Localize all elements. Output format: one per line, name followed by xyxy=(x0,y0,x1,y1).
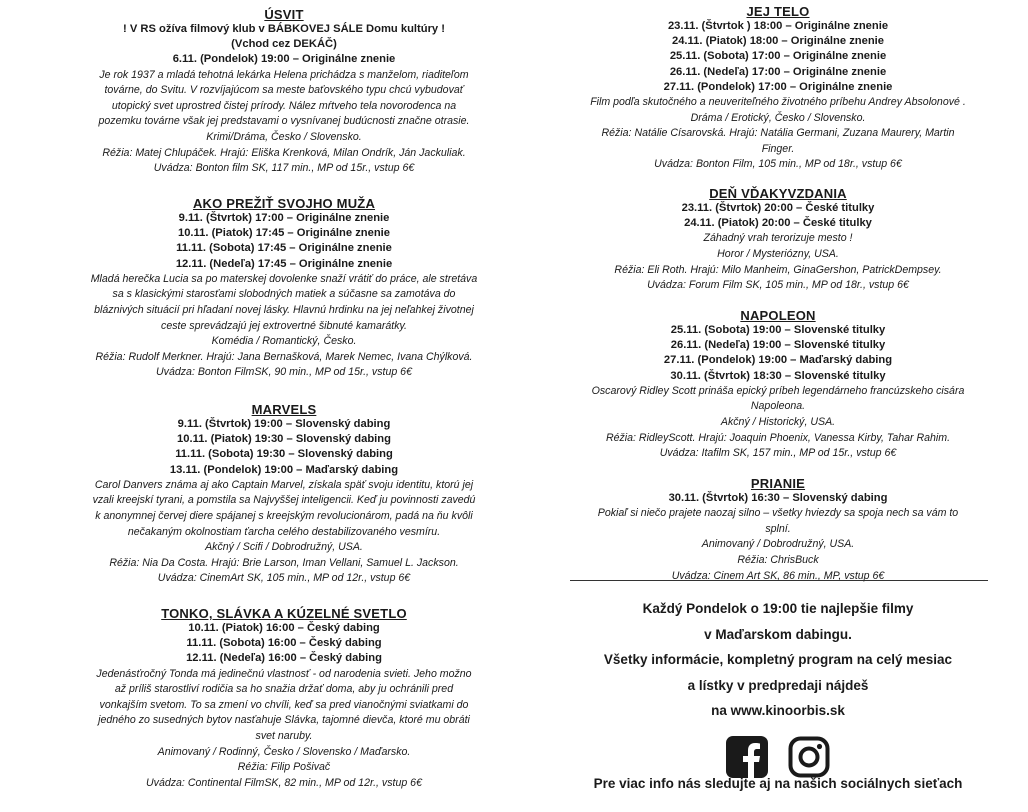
movie-block xyxy=(0,7,568,177)
movie-description-line: Réžia: Natálie Císarovská. Hrajú: Natália Germani, Zuzana Maurery, Martin xyxy=(601,127,955,140)
movie-description-line: Oscarový Ridley Scott prináša epický príbeh legendárneho francúzskeho cisára xyxy=(591,384,965,397)
movie-description-line: ceste sprevádzajú jej extrovertné šibnuté kamarátky. xyxy=(161,319,407,332)
movie-description-line: Réžia: Nia Da Costa. Hrajú: Brie Larson, Iman Vellani, Samuel L. Jackson. xyxy=(109,556,459,569)
movie-description-line: Réžia: ChrisBuck xyxy=(737,553,819,566)
promo-line: a lístky v predpredaji nájdeš xyxy=(687,677,869,693)
movie-description-line: Záhadný vrah terorizuje mesto ! xyxy=(703,232,853,245)
screening-time: 30.11. (Štvrtok) 16:30 – Slovenský dabing xyxy=(668,492,888,504)
movie-title: AKO PREŽIŤ SVOJHO MUŽA xyxy=(192,196,376,211)
movie-description-line: Réžia: Filip Pošivač xyxy=(237,761,331,774)
movie-title: ÚSVIT xyxy=(264,7,304,22)
screening-time: (Vchod cez DEKÁČ) xyxy=(231,38,337,51)
movie-description-line: bláznivých situácií pri hľadaní novej lásky. Hlavnú hrdinku na jej neľahkej životnej xyxy=(94,304,474,316)
screening-time: 9.11. (Štvrtok) 19:00 – Slovenský dabing xyxy=(177,418,391,430)
movie-description-line: Finger. xyxy=(761,142,795,155)
movie-block xyxy=(0,402,568,587)
screening-time: 23.11. (Štvrtok) 20:00 – České titulky xyxy=(681,202,875,214)
movie-block xyxy=(0,606,568,791)
movie-block xyxy=(568,476,988,584)
website-link[interactable]: na www.kinoorbis.sk xyxy=(711,703,845,718)
movie-description-line: Réžia: Eli Roth. Hrajú: Milo Manheim, GinaGershon, PatrickDempsey. xyxy=(614,263,942,276)
screening-time: 30.11. (Štvrtok) 18:30 – Slovenské titulky xyxy=(670,369,886,382)
movie-description-line: vzali kreejskí tyrani, a pomstila sa Najvyššej inteligencii. Keď ju povinnosti zavedú xyxy=(92,494,476,507)
movie-description-line: svet naruby. xyxy=(255,729,313,742)
screening-time: 26.11. (Nedeľa) 19:00 – Slovenské titulky xyxy=(670,339,886,352)
promo-line: Každý Pondelok o 19:00 tie najlepšie filmy xyxy=(642,601,914,616)
movie-description-line: Réžia: Matej Chlupáček. Hrajú: Eliška Krenková, Milan Ondrík, Ján Jackuliak. xyxy=(102,146,466,159)
screening-time: 27.11. (Pondelok) 19:00 – Maďarský dabing xyxy=(663,354,893,367)
screening-time: 24.11. (Piatok) 20:00 – České titulky xyxy=(684,217,872,230)
screening-time: 13.11. (Pondelok) 19:00 – Maďarský dabing xyxy=(169,463,399,476)
movie-description-line: Uvádza: Forum Film SK, 105 min., MP od 18r., vstup 6€ xyxy=(647,279,909,292)
screening-time: 12.11. (Nedeľa) 17:45 – Originálne znenie xyxy=(175,257,393,270)
movie-description-line: Carol Danvers známa aj ako Captain Marvel, získala späť svoju identitu, ktorú jej xyxy=(94,478,474,491)
screening-time: 10.11. (Piatok) 16:00 – Český dabing xyxy=(188,622,380,634)
movie-title: TONKO, SLÁVKA A KÚZELNÉ SVETLO xyxy=(161,606,407,621)
movie-description-line: vonkajším svetom. To sa zmení vo chvíli, keď sa pred vianočnými sviatkami do xyxy=(99,698,469,711)
movie-description-line: Film podľa skutočného a neuveriteľného životného príbehu Andrey Absolonové . xyxy=(590,96,966,109)
screening-time: 25.11. (Sobota) 19:00 – Slovenské titulky xyxy=(670,324,886,336)
movie-description-line: Pokiaľ si niečo prajete naozaj silno – všetky hviezdy sa spoja nech sa vám to splní. xyxy=(597,507,959,535)
movie-description-line: Napoleona. xyxy=(750,400,806,413)
screening-time: 9.11. (Štvrtok) 17:00 – Originálne znenie xyxy=(178,212,390,224)
social-links xyxy=(568,736,988,778)
screening-time: 25.11. (Sobota) 17:00 – Originálne znenie xyxy=(669,50,887,63)
screening-time: 26.11. (Nedeľa) 17:00 – Originálne znenie xyxy=(669,65,887,78)
movie-description-line: Je rok 1937 a mladá tehotná lekárka Helena prichádza s manželom, riaditeľom xyxy=(99,68,469,81)
divider xyxy=(570,580,988,581)
movie-description-line: Uvádza: Itafilm SK, 157 min., MP od 15r., vstup 6€ xyxy=(659,447,897,460)
movie-description-line: Réžia: Rudolf Merkner. Hrajú: Jana Bernašková, Marek Nemec, Ivana Chýlková. xyxy=(95,350,473,363)
movie-description-line: Mladá herečka Lucia sa po materskej dovolenke snaží vrátiť do práce, ale stretáva xyxy=(90,272,478,285)
screening-time: ! V RS ožíva filmový klub v BÁBKOVEJ SÁLE Domu kultúry ! xyxy=(122,23,445,35)
movie-description-line: Horor / Mysteriózny, USA. xyxy=(717,248,839,260)
instagram-icon[interactable] xyxy=(788,736,830,778)
screening-time: 11.11. (Sobota) 17:45 – Originálne znenie xyxy=(176,242,392,255)
movie-description-line: Uvádza: Cinem Art SK, 86 min., MP, vstup 6€ xyxy=(671,569,885,582)
movie-description-line: Uvádza: Continental FilmSK, 82 min., MP od 12r., vstup 6€ xyxy=(146,776,422,789)
facebook-icon[interactable] xyxy=(726,736,768,778)
movie-description-line: Animovaný / Rodinný, Česko / Slovensko / Maďarsko. xyxy=(157,745,411,758)
movie-description-line: Jedenásťročný Tonda má jedinečnú vlastnosť - od narodenia svieti. Jeho možno xyxy=(96,667,472,680)
movie-description-line: Uvádza: CinemArt SK, 105 min., MP od 12r., vstup 6€ xyxy=(157,572,411,585)
movie-description-line: Uvádza: Bonton FilmSK, 90 min., MP od 15r., vstup 6€ xyxy=(156,366,412,379)
movie-description-line: jedného zo susedných bytov nasťahuje Slávka, tajomné dievča, ktoré mu obráti xyxy=(98,714,470,727)
movie-description-line: až príliš starostliví rodičia sa ho snažia držať doma, aby ju ochránili pred xyxy=(114,683,454,696)
screening-time: 24.11. (Piatok) 18:00 – Originálne znenie xyxy=(671,35,885,48)
promo-line: v Maďarskom dabingu. xyxy=(704,626,852,642)
movie-description-line: Dráma / Erotický, Česko / Slovensko. xyxy=(690,111,866,124)
movie-description-line: Réžia: RidleyScott. Hrajú: Joaquin Phoenix, Vanessa Kirby, Tahar Rahim. xyxy=(605,431,951,444)
movie-title: PRIANIE xyxy=(750,476,806,491)
follow-text: Pre viac info nás sledujte aj na našich sociálnych sieťach xyxy=(593,776,963,791)
movie-description-line: nečakaným okolnostiam ťarcha celého destabilizovaného vesmíru. xyxy=(127,525,441,538)
movie-description-line: Komédia / Romantický, Česko. xyxy=(211,335,357,348)
movie-description-line: pozemku továrne však jej predstavami o vysnívanej budúcnosti značne otrasie. xyxy=(98,115,470,128)
movie-description-line: Uvádza: Bonton Film, 105 min., MP od 18r., vstup 6€ xyxy=(654,158,902,171)
movie-description-line: sa s klasickými starosťami slobodných matiek a súčasne sa zamotáva do xyxy=(112,288,456,301)
movie-title: DEŇ VĎAKYVZDANIA xyxy=(709,186,847,201)
screening-time: 11.11. (Sobota) 19:30 – Slovenský dabing xyxy=(175,448,393,461)
screening-time: 10.11. (Piatok) 19:30 – Slovenský dabing xyxy=(177,433,391,446)
promo-section xyxy=(568,596,988,791)
movie-description-line: Krimi/Dráma, Česko / Slovensko. xyxy=(206,130,362,143)
movie-title: NAPOLEON xyxy=(740,308,816,323)
movie-title: MARVELS xyxy=(251,402,317,417)
screening-time: 11.11. (Sobota) 16:00 – Český dabing xyxy=(186,637,382,650)
movie-title: JEJ TELO xyxy=(746,4,810,19)
movie-description-line: utopický svet uprostred čistej prírody. Nález mŕtveho tela novorodenca na xyxy=(111,99,457,112)
movie-block xyxy=(568,186,988,294)
screening-time: 27.11. (Pondelok) 17:00 – Originálne znenie xyxy=(663,80,893,93)
movie-description-line: Akčný / Scifi / Dobrodružný, USA. xyxy=(205,541,363,554)
screening-time: 10.11. (Piatok) 17:45 – Originálne znenie xyxy=(177,227,391,240)
movie-block xyxy=(568,4,988,173)
screening-time: 23.11. (Štvrtok ) 18:00 – Originálne znenie xyxy=(667,20,889,32)
movie-description-line: k anonymnej červej diere spájanej s kreejským revolucionárom, padá na ňu kvôli xyxy=(95,510,473,522)
screening-time: 6.11. (Pondelok) 19:00 – Originálne znenie xyxy=(172,53,396,66)
movie-description-line: Uvádza: Bonton film SK, 117 min., MP od 15r., vstup 6€ xyxy=(153,162,415,175)
movie-description-line: Akčný / Historický, USA. xyxy=(720,416,836,428)
movie-block xyxy=(0,196,568,381)
promo-line: Všetky informácie, kompletný program na celý mesiac xyxy=(603,652,953,667)
movie-block xyxy=(568,308,988,462)
movie-description-line: Animovaný / Dobrodružný, USA. xyxy=(701,538,855,551)
screening-time: 12.11. (Nedeľa) 16:00 – Český dabing xyxy=(186,652,382,665)
movie-description-line: továrne, do Svitu. V rozvíjajúcom sa meste baťovského typu chcú vybudovať xyxy=(104,84,464,97)
